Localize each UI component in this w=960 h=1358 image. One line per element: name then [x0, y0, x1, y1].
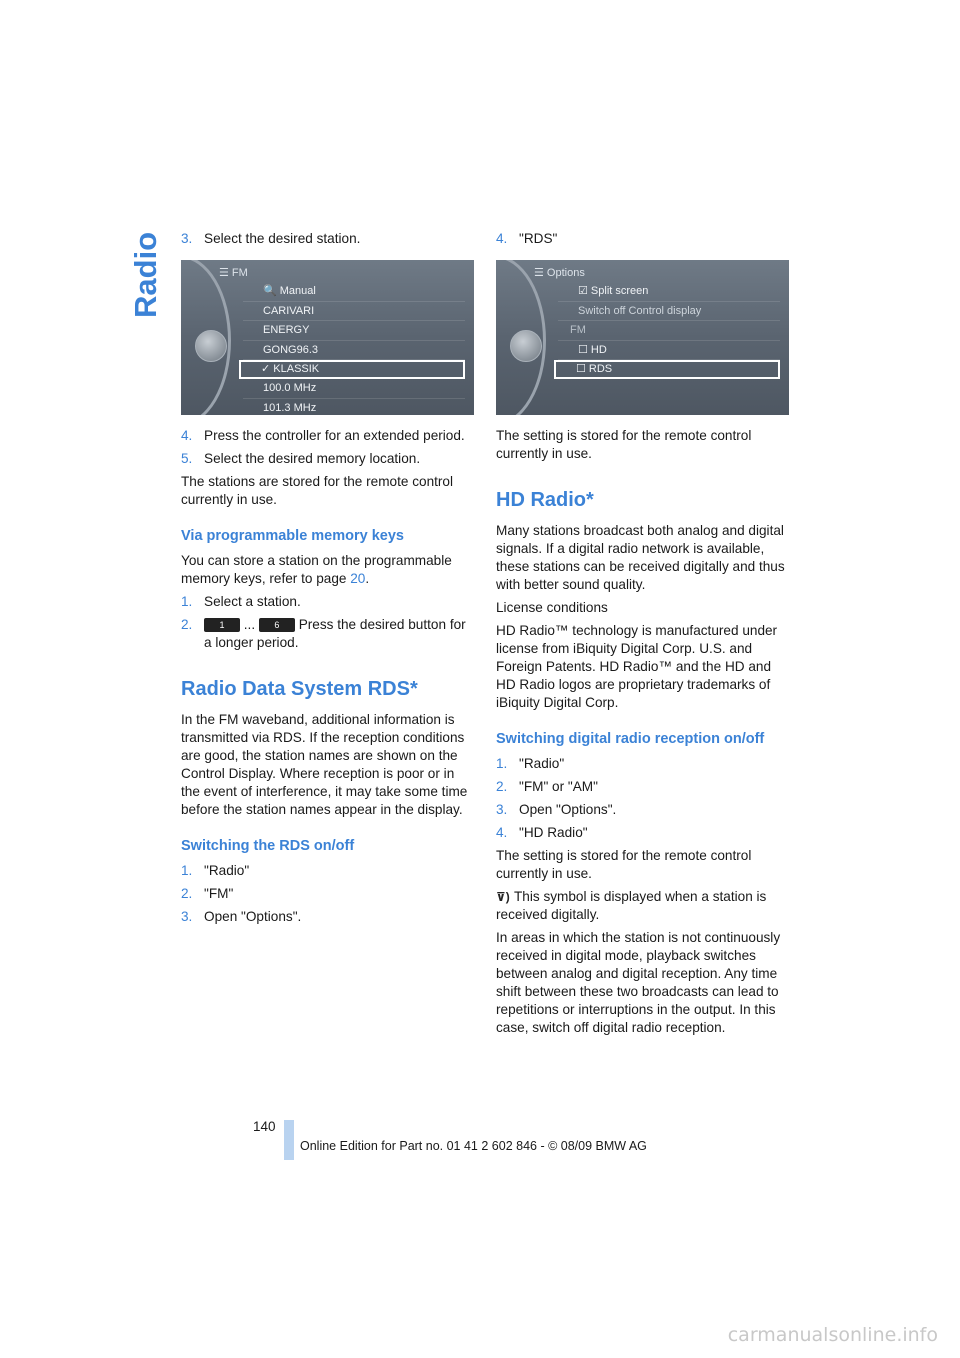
stored-note: The setting is stored for the remote control currently in use.: [496, 428, 752, 461]
controller-knob-icon: [510, 330, 542, 362]
rds-heading: Radio Data System RDS*: [181, 678, 418, 700]
screen-header: ☰ Options: [534, 267, 585, 279]
digital-step: 3. Open "Options".: [496, 802, 617, 817]
station-row: 101.3 MHz: [243, 399, 465, 416]
step-press-controller: 4. Press the controller for an extended period.: [181, 428, 465, 443]
step-select-station: 3. Select the desired station.: [181, 231, 361, 246]
footer-edition-text: Online Edition for Part no. 01 41 2 602 846 - © 08/09 BMW AG: [300, 1139, 647, 1153]
rds-step: 3. Open "Options".: [181, 909, 302, 924]
watermark: carmanualsonline.info: [727, 1324, 938, 1346]
memory-key-6-icon: 6: [259, 618, 295, 632]
digital-step: 4. "HD Radio": [496, 825, 588, 840]
license-text: HD Radio™ technology is manufactured under license from iBiquity Digital Corp. U.S. and Foreign Patents. HD Radio™ and the HD and HD Radio logos are proprietary trademarks of iBiquity Digital Corp.: [496, 623, 778, 710]
rds-step: 1. "Radio": [181, 863, 250, 878]
option-row-selected: ☐ RDS: [554, 360, 780, 379]
hd-radio-heading: HD Radio*: [496, 489, 594, 511]
hd-radio-icon: ⊽): [496, 890, 510, 904]
step-select-a-station: 1. Select a station.: [181, 594, 301, 609]
station-row: 🔍 Manual: [243, 282, 465, 302]
station-row: 100.0 MHz: [243, 379, 465, 399]
page-link[interactable]: 20: [350, 571, 366, 586]
rds-step: 2. "FM": [181, 886, 234, 901]
step-select-memory: 5. Select the desired memory location.: [181, 451, 421, 466]
option-row: ☑ Split screen: [558, 282, 780, 302]
options-menu-screenshot: [496, 260, 789, 415]
stored-note: The setting is stored for the remote control currently in use.: [496, 848, 752, 881]
footer-accent-bar: [284, 1120, 294, 1160]
station-row: CARIVARI: [243, 302, 465, 322]
hd-radio-text: Many stations broadcast both analog and digital signals. If a digital radio network is available, these stations can be received digitally and thus with better sound quality.: [496, 523, 785, 592]
option-row: Switch off Control display: [558, 302, 780, 322]
screen-header: ☰ FM: [219, 267, 248, 279]
rds-text: In the FM waveband, additional information is transmitted via RDS. If the reception conditions are good, the station names are shown on the Control Display. Where reception is poor or in the event of interference, it may take some time before the station names appear in the display.: [181, 712, 468, 817]
memory-key-1-icon: 1: [204, 618, 240, 632]
license-label: License conditions: [496, 600, 608, 615]
left-column: [181, 230, 474, 931]
memory-keys-heading: Via programmable memory keys: [181, 528, 404, 544]
right-column: [496, 230, 789, 1042]
option-group-label: FM: [558, 321, 780, 341]
controller-knob-icon: [195, 330, 227, 362]
hd-symbol-note: ⊽) This symbol is displayed when a station is received digitally.: [496, 889, 767, 922]
memory-keys-text: You can store a station on the programmable memory keys, refer to page 20.: [181, 553, 452, 586]
step-press-memory-button: 2. 1 ... 6 Press the desired button for a longer period.: [181, 617, 466, 650]
station-row: GONG96.3: [243, 341, 465, 361]
step-rds: 4. "RDS": [496, 231, 558, 246]
option-row: ☐ HD: [558, 341, 780, 361]
page-number: 140: [253, 1119, 276, 1134]
stored-note: The stations are stored for the remote control currently in use.: [181, 474, 454, 507]
fm-station-list-screenshot: [181, 260, 474, 415]
rds-switch-heading: Switching the RDS on/off: [181, 838, 355, 854]
areas-text: In areas in which the station is not continuously received in digital mode, playback switches between analog and digital reception. Any time shift between these two broadcasts can lead to repetitions or interruptions in the output. In this case, switch off digital radio reception.: [496, 930, 781, 1035]
digital-switch-heading: Switching digital radio reception on/off: [496, 731, 765, 747]
station-row-selected: ✓ KLASSIK: [239, 360, 465, 379]
section-side-title: Radio: [128, 231, 163, 318]
digital-step: 1. "Radio": [496, 756, 565, 771]
digital-step: 2. "FM" or "AM": [496, 779, 598, 794]
station-row: ENERGY: [243, 321, 465, 341]
